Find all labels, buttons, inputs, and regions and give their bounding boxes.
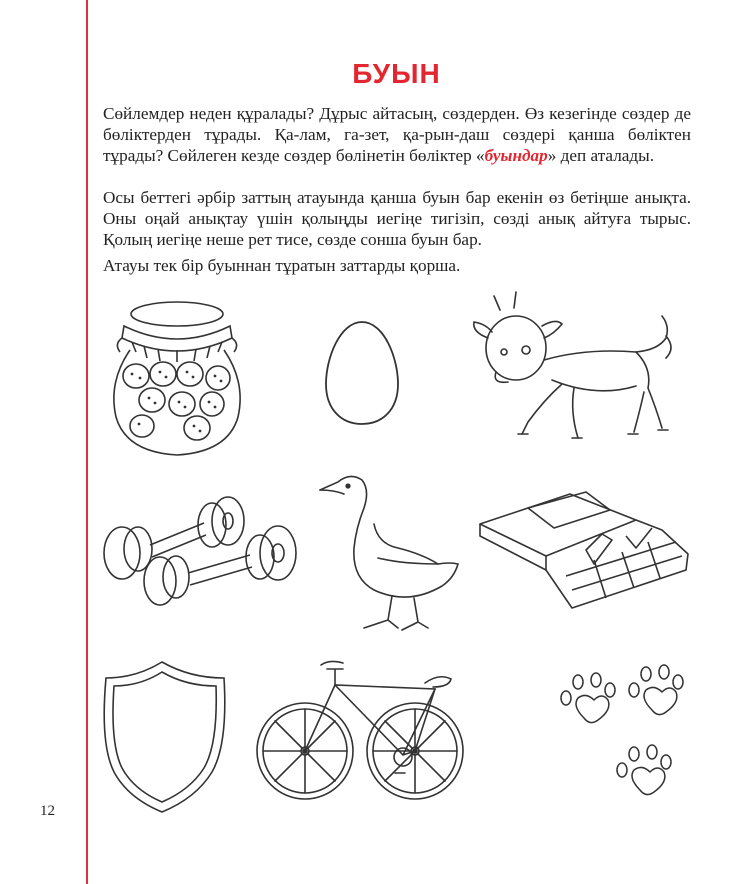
jar-icon bbox=[102, 292, 252, 462]
margin-line bbox=[86, 0, 88, 884]
shield-icon bbox=[100, 660, 230, 815]
chocolate-icon bbox=[476, 490, 691, 620]
dumbbells-icon bbox=[100, 495, 310, 615]
paragraph-2: Осы беттегі әрбір заттың атауында қанша буын бар екенін өз бетіңше анықта. Оны оңай анықтау үшін қолыңды иегіңе тигізіп, сөзді анық айтуға тырыс. Қолың иегіңе неше рет тисе, сөзде сонша буын бар. bbox=[103, 188, 691, 249]
bicycle-icon bbox=[255, 655, 465, 805]
paw-prints-picture[interactable] bbox=[548, 660, 698, 800]
paragraph-1-after: » деп аталады. bbox=[547, 146, 654, 165]
egg-icon bbox=[322, 318, 402, 428]
dumbbells-picture[interactable] bbox=[100, 495, 310, 615]
goose-picture[interactable] bbox=[318, 468, 468, 640]
page-number: 12 bbox=[40, 803, 55, 819]
term-buyndar: буындар bbox=[484, 146, 548, 165]
paragraph-1 bbox=[103, 103, 691, 166]
paw-prints-icon bbox=[548, 660, 698, 800]
goose-icon bbox=[318, 468, 468, 640]
instruction-text: Атауы тек бір буыннан тұратын заттарды қорша. bbox=[103, 256, 461, 275]
jar-picture[interactable] bbox=[102, 292, 252, 462]
egg-picture[interactable] bbox=[322, 318, 402, 428]
shield-picture[interactable] bbox=[100, 660, 230, 815]
bicycle-picture[interactable] bbox=[255, 655, 465, 805]
goat-picture[interactable] bbox=[466, 288, 696, 458]
chocolate-picture[interactable] bbox=[476, 490, 691, 620]
paragraph-1-before: Сөйлемдер неден құралады? Дұрыс айтасың, сөздерден. Өз кезегінде сөздер де бөліктерден тұрады. Қа-лам, га-зет, қа-рын-даш сөздері қанша бөліктен тұрады? Сөйлеген кезде сөздер бөлінетін бөліктер « bbox=[103, 104, 691, 165]
goat-icon bbox=[466, 288, 696, 458]
page-title: БУЫН bbox=[352, 58, 441, 89]
